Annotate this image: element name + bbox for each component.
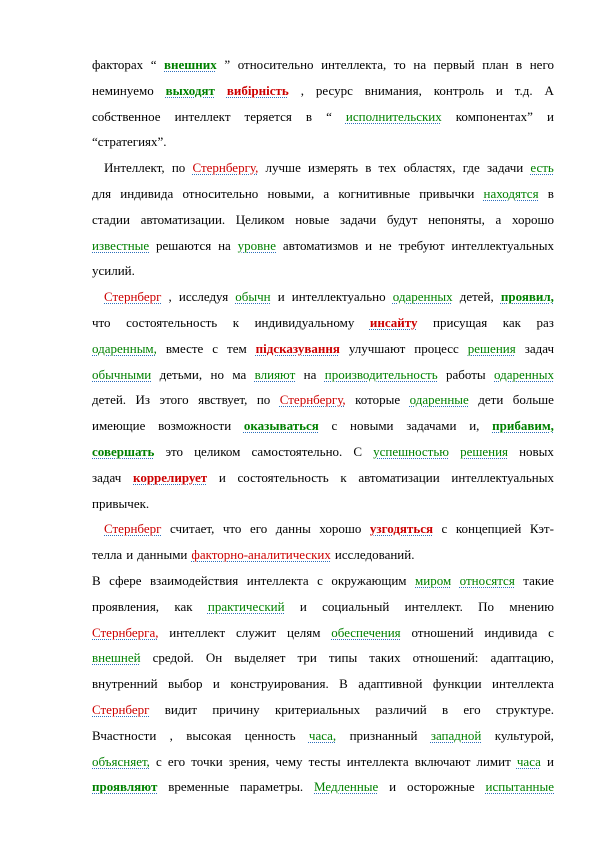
word: детей, bbox=[459, 289, 494, 305]
word: задачи bbox=[339, 211, 377, 227]
text-line bbox=[92, 310, 554, 336]
text-line bbox=[92, 362, 554, 388]
word: на bbox=[413, 57, 427, 72]
word: и bbox=[547, 753, 554, 769]
word: когнитивные bbox=[338, 185, 411, 201]
word: задачи bbox=[486, 160, 524, 176]
word: В bbox=[92, 572, 101, 588]
word: выделяет bbox=[234, 650, 286, 666]
word: С bbox=[353, 443, 363, 459]
word: а bbox=[323, 185, 330, 201]
word: этого bbox=[159, 392, 189, 408]
highlighted-word: прибавим, bbox=[492, 418, 554, 434]
word: и bbox=[218, 469, 226, 485]
word: новыми bbox=[350, 418, 394, 434]
word: контроль bbox=[433, 82, 484, 98]
word: улучшают bbox=[348, 340, 406, 356]
word: работы bbox=[446, 366, 486, 382]
word: а bbox=[495, 211, 502, 227]
word: параметры. bbox=[239, 779, 304, 795]
word: него bbox=[529, 57, 554, 72]
word: зрения, bbox=[228, 753, 270, 769]
word: что bbox=[92, 314, 111, 330]
word: адаптивной bbox=[358, 676, 423, 692]
word: раз bbox=[536, 314, 554, 330]
word: концепцией bbox=[455, 521, 522, 537]
word: стадии bbox=[92, 211, 130, 227]
word: отношений bbox=[411, 624, 474, 640]
word: мнению bbox=[509, 598, 554, 614]
highlighted-word: факторно-аналитических bbox=[191, 547, 331, 563]
word: ” bbox=[224, 57, 231, 72]
word: чему bbox=[275, 753, 303, 769]
word: к bbox=[340, 469, 347, 485]
highlighted-word: решения bbox=[467, 340, 516, 356]
word: теряется bbox=[244, 108, 292, 124]
word: присущая bbox=[433, 314, 488, 330]
word: критериальных bbox=[274, 701, 361, 717]
word: будут bbox=[386, 211, 418, 227]
word: считает, bbox=[169, 521, 215, 537]
word: Кэт- bbox=[529, 521, 554, 537]
word: исследований. bbox=[334, 547, 415, 563]
highlighted-word: исполнительских bbox=[345, 108, 442, 124]
highlighted-word: выходят bbox=[165, 82, 215, 98]
text-line bbox=[92, 465, 554, 491]
word: процесс bbox=[414, 340, 459, 356]
word: то bbox=[393, 57, 406, 72]
word: задач bbox=[524, 340, 554, 356]
text-line bbox=[92, 129, 554, 155]
word: ма bbox=[232, 366, 247, 382]
word: на bbox=[218, 237, 231, 253]
word: решаются bbox=[156, 237, 212, 253]
word: и bbox=[495, 82, 503, 98]
word: и bbox=[546, 108, 554, 124]
word: интеллект bbox=[169, 624, 226, 640]
word: , bbox=[168, 289, 172, 305]
text-line bbox=[92, 52, 554, 78]
highlighted-word: западной bbox=[430, 727, 482, 743]
word: возможности bbox=[158, 418, 232, 434]
word: и bbox=[126, 547, 134, 563]
text-line bbox=[92, 671, 554, 697]
word: , bbox=[300, 82, 304, 98]
word: интеллекта, bbox=[321, 57, 387, 72]
word: и bbox=[389, 779, 397, 795]
word: непоняты, bbox=[428, 211, 485, 227]
word: По bbox=[478, 598, 495, 614]
word: В bbox=[339, 676, 348, 692]
word: в bbox=[547, 185, 554, 201]
word: “стратегиях”. bbox=[92, 134, 167, 150]
word: телла bbox=[92, 547, 123, 563]
word: целиком bbox=[194, 443, 241, 459]
highlighted-word: одаренным, bbox=[92, 340, 157, 356]
word: в bbox=[365, 160, 372, 176]
word: включают bbox=[414, 753, 471, 769]
word: это bbox=[165, 443, 184, 459]
highlighted-word: внешних bbox=[164, 57, 217, 72]
highlighted-word: часа, bbox=[308, 727, 337, 743]
highlighted-word: обеспечения bbox=[331, 624, 401, 640]
word: в bbox=[516, 57, 523, 72]
highlighted-word: уровне bbox=[237, 237, 277, 253]
word: хорошо bbox=[319, 521, 362, 537]
word: высокая bbox=[186, 727, 232, 743]
word: с bbox=[212, 340, 219, 356]
word: усилий. bbox=[92, 263, 135, 279]
word: интеллекта bbox=[246, 572, 309, 588]
word: как bbox=[502, 314, 522, 330]
highlighted-word: підсказування bbox=[255, 340, 340, 356]
word: которые bbox=[355, 392, 401, 408]
word: функции bbox=[432, 676, 482, 692]
word: в bbox=[441, 701, 449, 717]
word: ценность bbox=[244, 727, 296, 743]
text-line bbox=[92, 620, 554, 646]
text-line bbox=[92, 774, 554, 800]
highlighted-word: Стернберг bbox=[92, 701, 150, 717]
word: внимания, bbox=[364, 82, 422, 98]
highlighted-word: производительность bbox=[324, 366, 438, 382]
highlighted-word: известные bbox=[92, 237, 150, 253]
word: с bbox=[331, 418, 338, 434]
word: его bbox=[463, 701, 481, 717]
highlighted-word: Стернбергу, bbox=[279, 392, 346, 408]
highlighted-word: Медленные bbox=[314, 779, 379, 795]
word: проявления, bbox=[92, 598, 160, 614]
word: вместе bbox=[165, 340, 204, 356]
word: в bbox=[305, 108, 313, 124]
highlighted-word: Стернберг bbox=[104, 289, 162, 305]
word: индивидуальному bbox=[254, 314, 355, 330]
word: культурой, bbox=[494, 727, 554, 743]
word: по bbox=[256, 392, 271, 408]
word: новыми, bbox=[267, 185, 315, 201]
word: явствует, bbox=[198, 392, 248, 408]
word: план bbox=[482, 57, 509, 72]
document-body bbox=[92, 52, 554, 800]
word: самостоятельно. bbox=[251, 443, 343, 459]
word: больше bbox=[512, 392, 554, 408]
word: различий bbox=[375, 701, 427, 717]
word: тесты bbox=[308, 753, 341, 769]
word: автоматизации. bbox=[140, 211, 226, 227]
word: сфере bbox=[109, 572, 142, 588]
word: с bbox=[548, 624, 554, 640]
highlighted-word: относятся bbox=[459, 572, 515, 588]
text-line bbox=[92, 181, 554, 207]
text-line bbox=[92, 568, 554, 594]
word: временные bbox=[168, 779, 230, 795]
highlighted-word: одаренные bbox=[409, 392, 469, 408]
highlighted-word: успешностью bbox=[373, 443, 449, 459]
highlighted-word: обычн bbox=[235, 289, 271, 305]
text-line bbox=[92, 697, 554, 723]
word: требуют bbox=[398, 237, 445, 253]
highlighted-word: инсайту bbox=[369, 314, 418, 330]
word: измерять bbox=[308, 160, 359, 176]
word: ресурс bbox=[315, 82, 353, 98]
word: факторах bbox=[92, 57, 144, 72]
word: собственное bbox=[92, 108, 161, 124]
word: конструирования. bbox=[230, 676, 329, 692]
text-line bbox=[92, 749, 554, 775]
word: первый bbox=[433, 57, 475, 72]
word: и bbox=[277, 289, 285, 305]
word: интеллект. bbox=[404, 598, 463, 614]
word: признанный bbox=[349, 727, 418, 743]
word: интеллект bbox=[174, 108, 231, 124]
text-line bbox=[92, 516, 554, 542]
word: автоматизации bbox=[358, 469, 440, 485]
word: новые bbox=[295, 211, 330, 227]
word: что bbox=[222, 521, 242, 537]
word: детьми, bbox=[159, 366, 203, 382]
word: такие bbox=[523, 572, 554, 588]
word: состоятельность bbox=[126, 314, 218, 330]
word: окружающим bbox=[331, 572, 407, 588]
text-line bbox=[92, 336, 554, 362]
word: внутренний bbox=[92, 676, 158, 692]
word: привычек. bbox=[92, 495, 150, 511]
word: неминуемо bbox=[92, 82, 154, 98]
text-line bbox=[92, 78, 554, 104]
word: с bbox=[317, 572, 323, 588]
word: видит bbox=[164, 701, 198, 717]
word: средой. bbox=[152, 650, 194, 666]
word: Он bbox=[205, 650, 223, 666]
word: его bbox=[249, 521, 268, 537]
word: Вчастности bbox=[92, 727, 157, 743]
word: интеллекта bbox=[346, 753, 409, 769]
highlighted-word: одаренных bbox=[392, 289, 453, 305]
highlighted-word: Стернберга, bbox=[92, 624, 159, 640]
word: взаимодействия bbox=[150, 572, 239, 588]
word: , bbox=[169, 727, 173, 743]
word: осторожные bbox=[406, 779, 475, 795]
word: новых bbox=[519, 443, 554, 459]
highlighted-word: внешней bbox=[92, 650, 141, 666]
word: но bbox=[210, 366, 224, 382]
text-line bbox=[92, 258, 554, 284]
word: и, bbox=[469, 418, 480, 434]
word: типы bbox=[328, 650, 358, 666]
word: выбор bbox=[167, 676, 203, 692]
word: к bbox=[232, 314, 240, 330]
word: областях, bbox=[403, 160, 456, 176]
text-line bbox=[92, 284, 554, 310]
word: целям bbox=[287, 624, 321, 640]
word: как bbox=[174, 598, 193, 614]
word: относительно bbox=[237, 57, 314, 72]
word: отношений: bbox=[412, 650, 479, 666]
word: не bbox=[378, 237, 392, 253]
word: т.д. bbox=[514, 82, 533, 98]
highlighted-word: объясняет, bbox=[92, 753, 150, 769]
word: лучше bbox=[265, 160, 301, 176]
highlighted-word: совершать bbox=[92, 443, 155, 459]
word: индивида bbox=[120, 185, 174, 201]
word: и bbox=[365, 237, 373, 253]
word: причину bbox=[212, 701, 260, 717]
word: имеющие bbox=[92, 418, 146, 434]
highlighted-word: есть bbox=[530, 160, 554, 176]
highlighted-word: решения bbox=[460, 443, 509, 459]
text-line bbox=[92, 439, 554, 465]
word: и bbox=[212, 676, 220, 692]
highlighted-word: обычными bbox=[92, 366, 152, 382]
text-line bbox=[92, 387, 554, 413]
highlighted-word: Стернберг bbox=[104, 521, 162, 537]
word: с bbox=[156, 753, 162, 769]
word: социальный bbox=[322, 598, 390, 614]
text-line bbox=[92, 594, 554, 620]
word: интеллекта bbox=[492, 676, 554, 692]
word: относительно bbox=[182, 185, 259, 201]
highlighted-word: проявил, bbox=[500, 289, 554, 305]
word: индивида bbox=[484, 624, 538, 640]
word: задачами bbox=[406, 418, 457, 434]
word: состоятельность bbox=[237, 469, 329, 485]
word: тех bbox=[378, 160, 397, 176]
word: где bbox=[462, 160, 480, 176]
word: дети bbox=[478, 392, 504, 408]
word: интеллектуальных bbox=[451, 237, 554, 253]
word: Целиком bbox=[235, 211, 285, 227]
word: данными bbox=[137, 547, 188, 563]
word: данны bbox=[275, 521, 311, 537]
text-line bbox=[92, 155, 554, 181]
word: служит bbox=[236, 624, 277, 640]
word: с bbox=[441, 521, 448, 537]
highlighted-word: влияют bbox=[254, 366, 296, 382]
word: детей. bbox=[92, 392, 127, 408]
highlighted-word: практический bbox=[207, 598, 285, 614]
highlighted-word: проявляют bbox=[92, 779, 158, 795]
word: по bbox=[171, 160, 186, 176]
highlighted-word: одаренных bbox=[494, 366, 554, 382]
word: три bbox=[297, 650, 317, 666]
word: интеллектуально bbox=[291, 289, 386, 305]
word: его bbox=[167, 753, 186, 769]
word: “ bbox=[326, 108, 332, 124]
text-line bbox=[92, 233, 554, 259]
word: А bbox=[544, 82, 554, 98]
highlighted-word: узгодяться bbox=[369, 521, 433, 537]
word: для bbox=[92, 185, 112, 201]
word: и bbox=[299, 598, 307, 614]
word: интеллектуальных bbox=[451, 469, 554, 485]
text-line bbox=[92, 104, 554, 130]
highlighted-word: часа bbox=[516, 753, 541, 769]
word: таких bbox=[369, 650, 401, 666]
word: привычки bbox=[419, 185, 475, 201]
word: лимит bbox=[476, 753, 511, 769]
highlighted-word: коррелирует bbox=[133, 469, 208, 485]
word: тем bbox=[227, 340, 247, 356]
word: задач bbox=[92, 469, 122, 485]
highlighted-word: находятся bbox=[483, 185, 539, 201]
highlighted-word: вибірність bbox=[226, 82, 289, 98]
text-line bbox=[92, 491, 554, 517]
word: адаптацию, bbox=[490, 650, 554, 666]
word: хорошо bbox=[511, 211, 554, 227]
word: Интеллект, bbox=[104, 160, 165, 176]
text-line bbox=[92, 413, 554, 439]
word: “ bbox=[150, 57, 157, 72]
highlighted-word: Стернбергу, bbox=[192, 160, 259, 176]
word: Из bbox=[135, 392, 151, 408]
text-line bbox=[92, 542, 554, 568]
word: точки bbox=[191, 753, 223, 769]
text-line bbox=[92, 645, 554, 671]
text-line bbox=[92, 723, 554, 749]
word: на bbox=[303, 366, 317, 382]
highlighted-word: испытанные bbox=[485, 779, 554, 795]
text-line bbox=[92, 207, 554, 233]
word: компонентах” bbox=[455, 108, 533, 124]
word: структуре. bbox=[495, 701, 554, 717]
highlighted-word: миром bbox=[415, 572, 452, 588]
word: исследуя bbox=[178, 289, 229, 305]
highlighted-word: оказываться bbox=[243, 418, 319, 434]
word: автоматизмов bbox=[282, 237, 359, 253]
